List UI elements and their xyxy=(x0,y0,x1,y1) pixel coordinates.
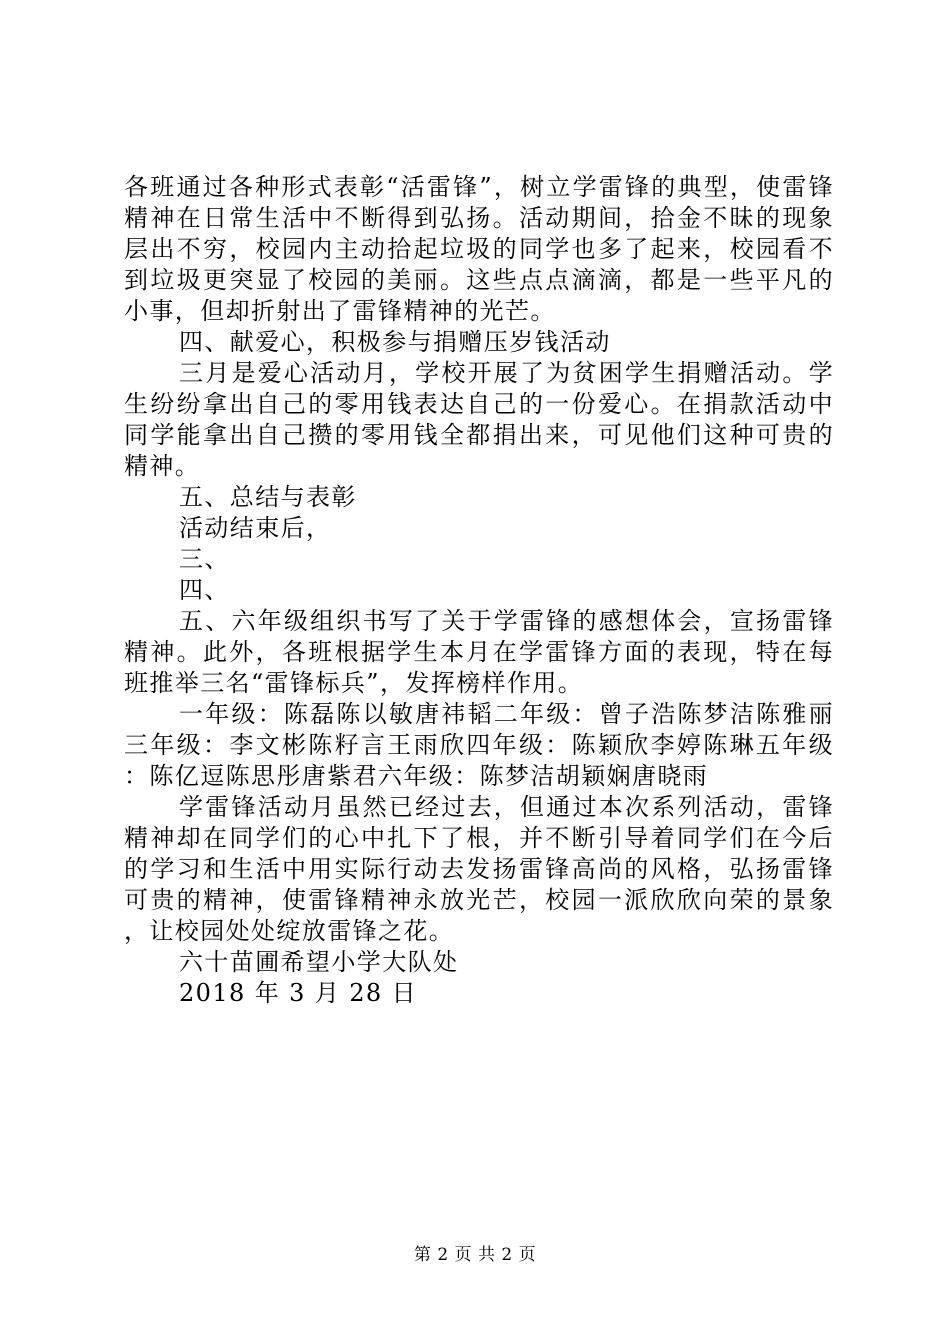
document-body xyxy=(124,172,834,1009)
paragraph-four: 四、 xyxy=(179,576,230,604)
page-number-footer: 第 2 页 共 2 页 xyxy=(413,1245,537,1265)
paragraph-commendation: 各班通过各种形式表彰“活雷锋”，树立学雷锋的典型，使雷锋精神在日常生活中不断得到弘扬。活动期间，拾金不昧的现象层出不穷，校园内主动拾起垃圾的同学也多了起来，校园看不到垃圾更突显了校园的美丽。这些点点滴滴，都是一些平凡的小事，但却折射出了雷锋精神的光芒。 xyxy=(124,173,834,325)
paragraph-grade-six-writing: 五、六年级组织书写了关于学雷锋的感想体会，宣扬雷锋精神。此外，各班根据学生本月在学雷锋方面的表现，特在每班推举三名“雷锋标兵”，发挥榜样作用。 xyxy=(124,607,834,697)
signature-date: 2018 年 3 月 28 日 xyxy=(179,979,418,1007)
paragraph-model-students: 一年级：陈磊陈以敏唐祎韬二年级：曾子浩陈梦洁陈雅丽三年级：李文彬陈籽言王雨欣四年级：陈颖欣李婷陈琳五年级：陈亿逗陈思彤唐紫君六年级：陈梦洁胡颖娴唐晓雨 xyxy=(124,700,834,790)
paragraph-after-activity: 活动结束后， xyxy=(179,514,332,542)
heading-summary: 五、总结与表彰 xyxy=(179,483,357,511)
heading-donation-activity: 四、献爱心，积极参与捐赠压岁钱活动 xyxy=(179,328,611,356)
paragraph-conclusion: 学雷锋活动月虽然已经过去，但通过本次系列活动，雷锋精神却在同学们的心中扎下了根，并不断引导着同学们在今后的学习和生活中用实际行动去发扬雷锋高尚的风格，弘扬雷锋可贵的精神，使雷锋精神永放光芒，校园一派欣欣向荣的景象，让校园处处绽放雷锋之花。 xyxy=(124,793,834,945)
signature-organization: 六十苗圃希望小学大队处 xyxy=(179,948,459,976)
paragraph-three: 三、 xyxy=(179,545,230,573)
paragraph-donation: 三月是爱心活动月，学校开展了为贫困学生捐赠活动。学生纷纷拿出自己的零用钱表达自己的一份爱心。在捐款活动中同学能拿出自己攒的零用钱全都捐出来，可见他们这种可贵的精神。 xyxy=(124,359,834,480)
